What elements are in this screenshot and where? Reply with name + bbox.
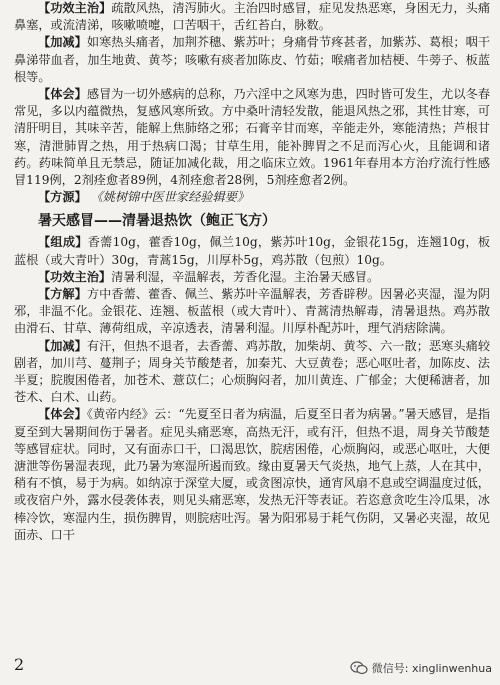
section-modification: [14, 34, 490, 86]
section-text: 《黄帝内经》云：“先夏至日者为病温，后夏至日者为病暑。”暑天感冒，是指夏至到大暑期间伤于暑者。症见头痛恶寒，高热无汗，或有汗，但热不退，周身关节酸楚等感冒症状。同时，又有面赤口干，口渴思饮，脘痞困倦，心烦胸闷，或恶心呕吐，大便溏泄等伤暑湿表现，此乃暑为寒湿所遏而致。缘由夏暑天气炎热，地气上蒸，人在其中，稍有不慎，易于为病。如纳凉于深堂大厦，或贪图凉快，通宵风扇不息或空调温度过低，或夜宿户外，露水侵袭体表，则见头痛恶寒，发热无汗等表证。若恣意贪吃生冷瓜果，冰棒冷饮，寒湿内生，损伤脾胃，则脘痞吐泻。暑为阳邪易于耗气伤阴，又暑必夹湿，故见面赤、口干: [14, 407, 491, 542]
section-efficacy: [14, 0, 490, 34]
section-tag: 【功效主治】: [38, 269, 112, 284]
section-tag: 【体会】: [38, 407, 87, 422]
section-text: 香薷10g，藿香10g，佩兰10g，紫苏叶10g，金银花15g，连翘10g，板蓝根（或大青叶）30g，青蒿15g，川厚朴5g，鸡苏散（包煎）10g。: [14, 235, 491, 267]
section-text: 方中香薷、藿香、佩兰、紫苏叶辛温解表，芳香辟秽。因暑必夹湿，湿为阴邪，非温不化。金银花、连翘、板蓝根（或大青叶）、青蒿清热解毒，清暑退热。鸡苏散由滑石、甘草、薄荷组成，辛凉透表，清暑利湿。川厚朴配苏叶，理气消痞除满。: [14, 287, 491, 336]
section-text: 有汗，但热不退者，去香薷、鸡苏散，加柴胡、黄芩、六一散；恶寒头痛较剧者，加川芎、蔓荆子；周身关节酸楚者，加秦艽、大豆黄卷；恶心呕吐者，加陈皮、法半夏；脘腹困倦者，加苍术、薏苡仁；心烦胸闷者，加川黄连、广郁金；大便稀溏者，加苍术、白术、山药。: [14, 338, 491, 405]
page-number: 2: [14, 655, 25, 674]
watermark-text: 微信号: xinglinwenhua: [371, 662, 492, 675]
recipe-title: 暑天感冒——清暑退热饮（鲍正飞方）: [38, 213, 276, 230]
section-tag: 【加减】: [38, 35, 87, 50]
section-text: 清暑利湿，辛温解表，芳香化湿。主治暑天感冒。: [111, 269, 380, 284]
section-tag: 【方解】: [38, 287, 87, 302]
section-tag: 【功效主治】: [38, 1, 112, 15]
section-tag: 【方源】: [38, 190, 87, 205]
section-tag: 【组成】: [38, 235, 88, 250]
wechat-icon: [350, 661, 368, 675]
section-experience-2: [14, 406, 490, 544]
section-text: 疏散风热，清泻肺火。主治四时感冒，症见发热恶寒，身困无力，头痛鼻塞，或流清涕，咳嗽喷嚏，口苦咽干，舌红苔白，脉数。: [14, 1, 491, 33]
section-source: [14, 189, 490, 206]
section-efficacy-2: [14, 269, 490, 286]
wechat-watermark: [350, 660, 492, 676]
page-body: [14, 0, 490, 544]
section-tag: 【加减】: [38, 338, 87, 353]
section-text: 感冒为一切外感病的总称，乃六淫中之风寒为患，四时皆可发生，尤以冬春常见，多以内蕴微热，复感风寒所致。方中桑叶清轻发散，能退风热之邪，其性甘寒，可清肝明目，其味辛苦，能解上焦肺络之邪；石膏辛甘而寒，辛能走外，寒能清热；芦根甘寒，清泄肺胃之热，用于热病口渴；甘草生用，能补脾胃之不足而泻心火，且能调和诸药。药味简单且无禁忌，随证加减化裁，用之临床立效。1961年春用本方治疗流行性感冒119例，2剂痊愈者89例，4剂痊愈者28例，5剂痊愈者2例。: [14, 87, 491, 188]
section-text: 如寒热头痛者，加荆芥穗、紫苏叶；身痛骨节疼甚者，加紫苏、葛根；咽干鼻涕带血者，加生地黄、黄芩；咳嗽有痰者加陈皮、竹茹；喉痛者加桔梗、牛蒡子、板蓝根等。: [14, 35, 491, 84]
section-modification-2: [14, 338, 490, 407]
source-book: 《姚树锦中医世家经验辑要》: [90, 190, 250, 205]
section-composition: [14, 234, 490, 268]
section-tag: 【体会】: [38, 87, 87, 102]
section-experience: [14, 86, 490, 189]
section-explanation: [14, 286, 490, 338]
